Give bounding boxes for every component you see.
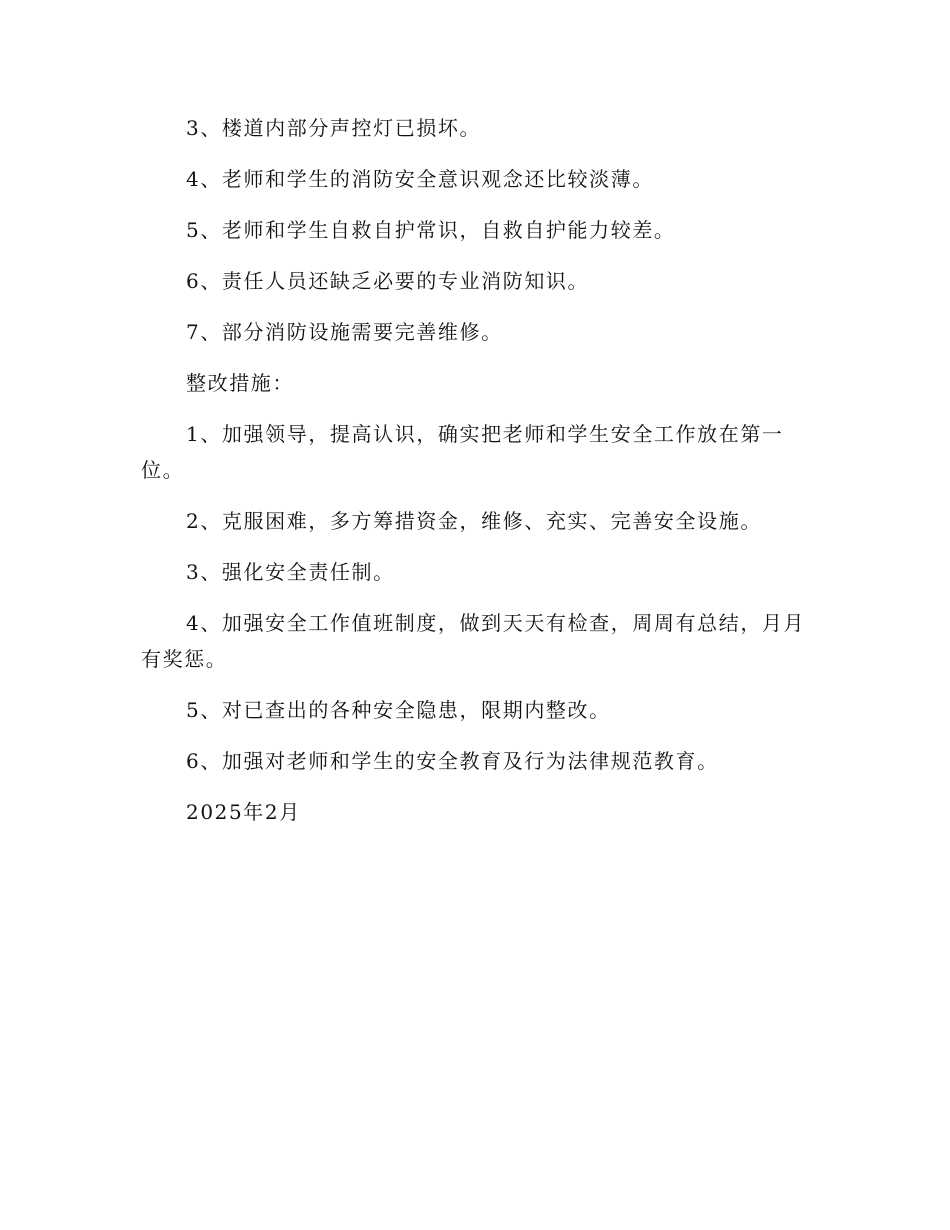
- document-date: 2025年2月: [186, 800, 301, 824]
- paragraph-measure-4: 4、加强安全工作值班制度，做到天天有检查，周周有总结，月月有奖惩。: [141, 611, 806, 671]
- paragraph-measure-5: 5、对已查出的各种安全隐患，限期内整改。: [186, 698, 611, 722]
- paragraph-problem-7: 7、部分消防设施需要完善维修。: [186, 320, 503, 344]
- paragraph-problem-6: 6、责任人员还缺乏必要的专业消防知识。: [186, 269, 590, 293]
- paragraph-problem-4: 4、老师和学生的消防安全意识观念还比较淡薄。: [186, 167, 654, 191]
- paragraph-measure-6: 6、加强对老师和学生的安全教育及行为法律规范教育。: [186, 749, 719, 773]
- section-heading-measures: 整改措施：: [186, 371, 294, 395]
- paragraph-problem-3: 3、楼道内部分声控灯已损坏。: [186, 116, 482, 140]
- paragraph-problem-5: 5、老师和学生自救自护常识，自救自护能力较差。: [186, 218, 676, 242]
- document-body: [141, 110, 809, 830]
- paragraph-measure-3: 3、强化安全责任制。: [186, 560, 395, 584]
- paragraph-measure-2: 2、克服困难，多方筹措资金，维修、充实、完善安全设施。: [186, 509, 762, 533]
- paragraph-measure-1: 1、加强领导，提高认识，确实把老师和学生安全工作放在第一位。: [141, 422, 784, 482]
